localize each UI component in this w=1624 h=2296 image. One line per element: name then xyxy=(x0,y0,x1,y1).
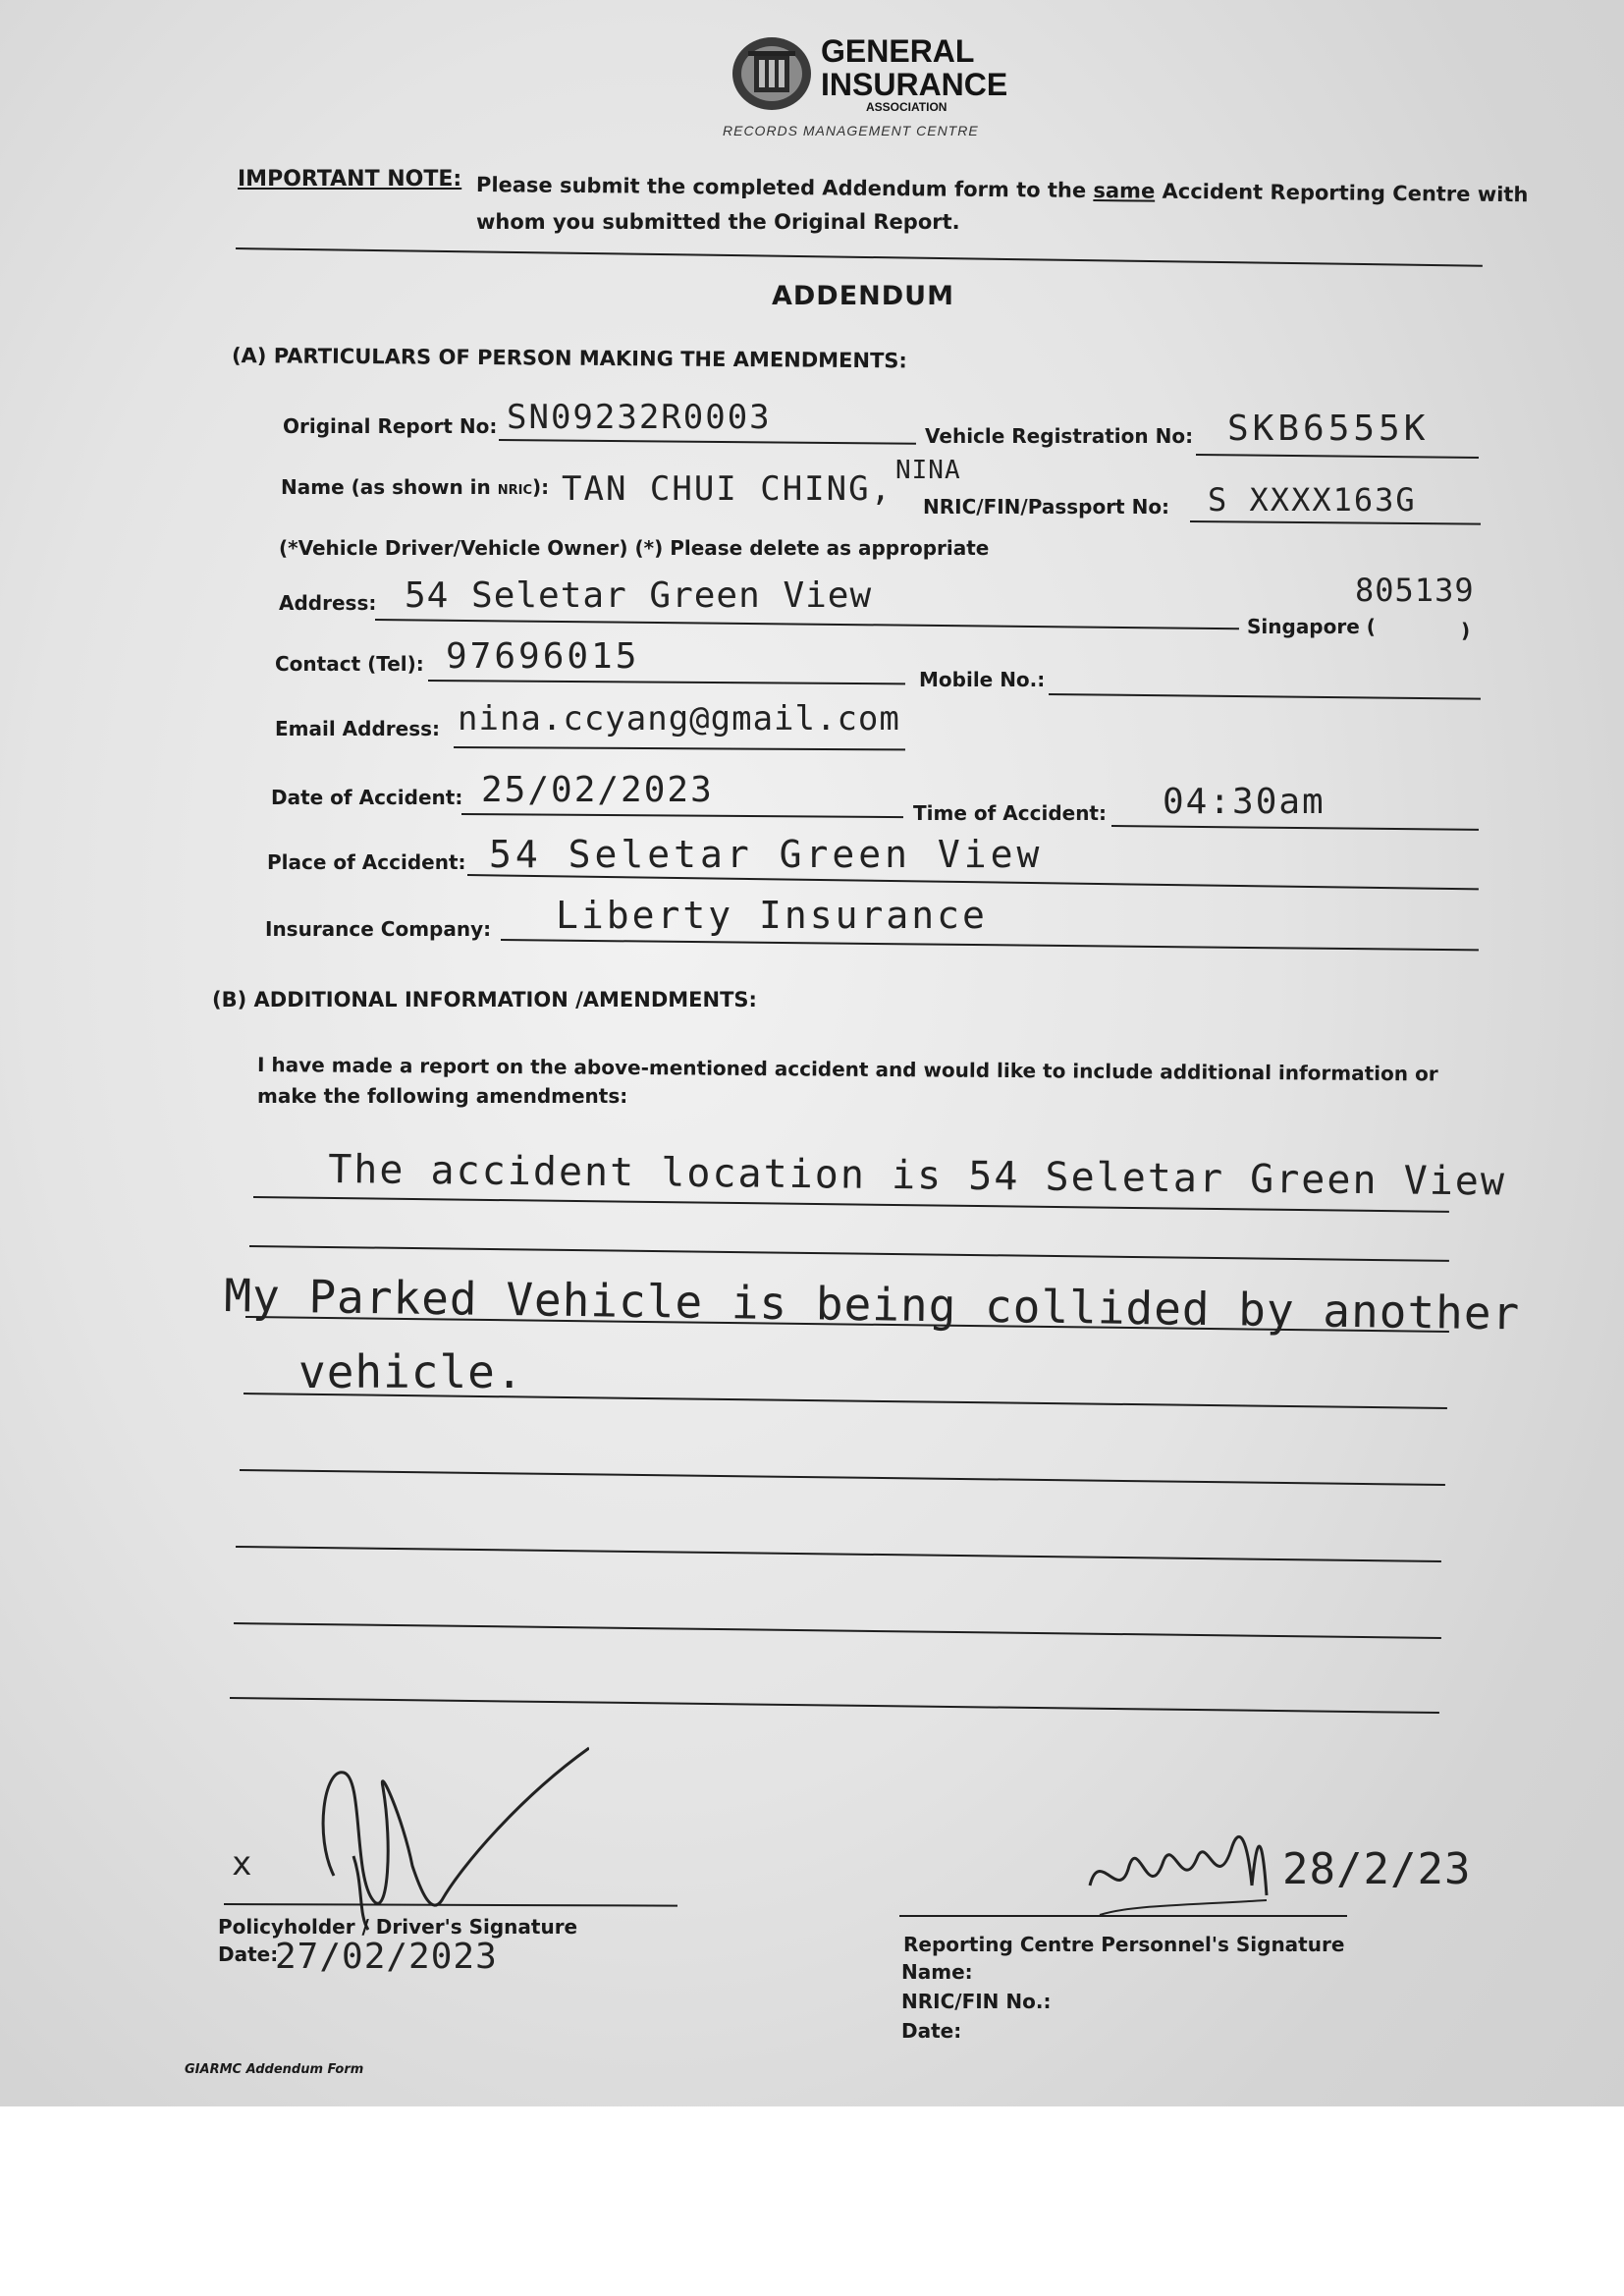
mobile-label: Mobile No.: xyxy=(919,668,1046,691)
form-title: ADDENDUM xyxy=(772,281,954,311)
postal-code-value: 805139 xyxy=(1355,572,1475,609)
header-subtitle: RECORDS MANAGEMENT CENTRE xyxy=(723,123,979,138)
name-value-extra: NINA xyxy=(895,456,961,485)
centre-signature-line xyxy=(899,1915,1347,1917)
section-b-heading: (B) ADDITIONAL INFORMATION /AMENDMENTS: xyxy=(212,988,757,1011)
original-report-label: Original Report No: xyxy=(283,414,498,438)
singapore-close: ) xyxy=(1461,619,1471,642)
gia-emblem-icon xyxy=(729,33,815,114)
email-underline xyxy=(454,746,905,750)
time-of-accident-label: Time of Accident: xyxy=(913,801,1107,825)
amendment-line-1: The accident location is 54 Seletar Green View xyxy=(328,1147,1507,1205)
policyholder-date-value: 27/02/2023 xyxy=(275,1937,498,1977)
policyholder-date-label: Date: xyxy=(218,1942,279,1966)
mobile-underline xyxy=(1049,693,1481,700)
centre-date-label: Date: xyxy=(901,2019,962,2043)
contact-value: 97696015 xyxy=(446,636,640,677)
note-divider xyxy=(236,247,1483,267)
important-note-text-line2: whom you submitted the Original Report. xyxy=(476,210,960,234)
date-of-accident-value: 25/02/2023 xyxy=(481,770,714,810)
contact-underline xyxy=(428,680,905,684)
nric-label: NRIC/FIN/Passport No: xyxy=(923,495,1170,519)
amendment-rule xyxy=(236,1546,1441,1562)
org-name-line1: GENERAL xyxy=(821,33,975,69)
centre-personnel-signature xyxy=(1070,1807,1306,1925)
date-of-accident-underline xyxy=(461,813,903,818)
org-name-line2: INSURANCE xyxy=(821,67,1008,102)
address-underline xyxy=(375,619,1239,629)
amendment-rule xyxy=(240,1469,1445,1486)
vehicle-reg-label: Vehicle Registration No: xyxy=(925,424,1194,448)
role-note: (*Vehicle Driver/Vehicle Owner) (*) Please delete as appropriate xyxy=(279,536,990,560)
original-report-underline xyxy=(499,439,916,445)
insurance-company-label: Insurance Company: xyxy=(265,917,492,941)
email-value: nina.ccyang@gmail.com xyxy=(458,699,900,738)
original-report-value: SN09232R0003 xyxy=(507,398,772,437)
vehicle-reg-underline xyxy=(1196,454,1479,459)
singapore-label: Singapore ( xyxy=(1247,615,1376,638)
address-label: Address: xyxy=(279,591,377,615)
time-of-accident-value: 04:30am xyxy=(1163,782,1326,822)
centre-nric-label: NRIC/FIN No.: xyxy=(901,1990,1052,2013)
amendment-rule xyxy=(249,1245,1449,1262)
policyholder-signature xyxy=(295,1728,589,1944)
amendment-line-3: My Parked Vehicle is being collided by another xyxy=(224,1269,1521,1340)
centre-signature-label: Reporting Centre Personnel's Signature xyxy=(903,1933,1345,1956)
amendment-rule xyxy=(234,1622,1441,1639)
gia-logo xyxy=(729,29,1008,137)
amendment-rule xyxy=(230,1697,1439,1714)
nric-underline xyxy=(1190,520,1481,525)
date-of-accident-label: Date of Accident: xyxy=(271,786,463,809)
section-a-heading: (A) PARTICULARS OF PERSON MAKING THE AMENDMENTS: xyxy=(231,344,907,373)
place-of-accident-label: Place of Accident: xyxy=(267,850,466,874)
time-of-accident-underline xyxy=(1111,825,1479,831)
section-b-intro-line2: make the following amendments: xyxy=(257,1084,628,1108)
section-b-intro-line1: I have made a report on the above-mentioned accident and would like to include additional information or xyxy=(256,1053,1438,1086)
amendment-line-4: vehicle. xyxy=(298,1345,524,1398)
address-value: 54 Seletar Green View xyxy=(405,575,873,616)
nric-value: S XXXX163G xyxy=(1208,481,1417,519)
place-of-accident-value: 54 Seletar Green View xyxy=(489,833,1044,876)
centre-handwritten-date: 28/2/23 xyxy=(1282,1844,1472,1894)
important-note-label: IMPORTANT NOTE: xyxy=(238,167,462,191)
org-name-line3: ASSOCIATION xyxy=(866,100,947,114)
vehicle-reg-value: SKB6555K xyxy=(1227,409,1430,449)
name-value: TAN CHUI CHING, xyxy=(562,469,893,509)
contact-label: Contact (Tel): xyxy=(275,652,424,676)
place-of-accident-underline xyxy=(467,874,1479,890)
insurance-company-value: Liberty Insurance xyxy=(556,894,988,937)
name-label: Name (as shown in NRIC): xyxy=(281,475,550,499)
centre-name-label: Name: xyxy=(901,1960,973,1984)
form-code-footer: GIARMC Addendum Form xyxy=(185,2062,364,2077)
important-note-text-line1: Please submit the completed Addendum form to the same Accident Reporting Centre with xyxy=(475,173,1529,207)
insurance-company-underline xyxy=(501,939,1479,951)
policyholder-signature-label: Policyholder / Driver's Signature xyxy=(218,1915,578,1939)
email-label: Email Address: xyxy=(275,717,441,740)
signature-x-mark: x xyxy=(232,1844,254,1884)
